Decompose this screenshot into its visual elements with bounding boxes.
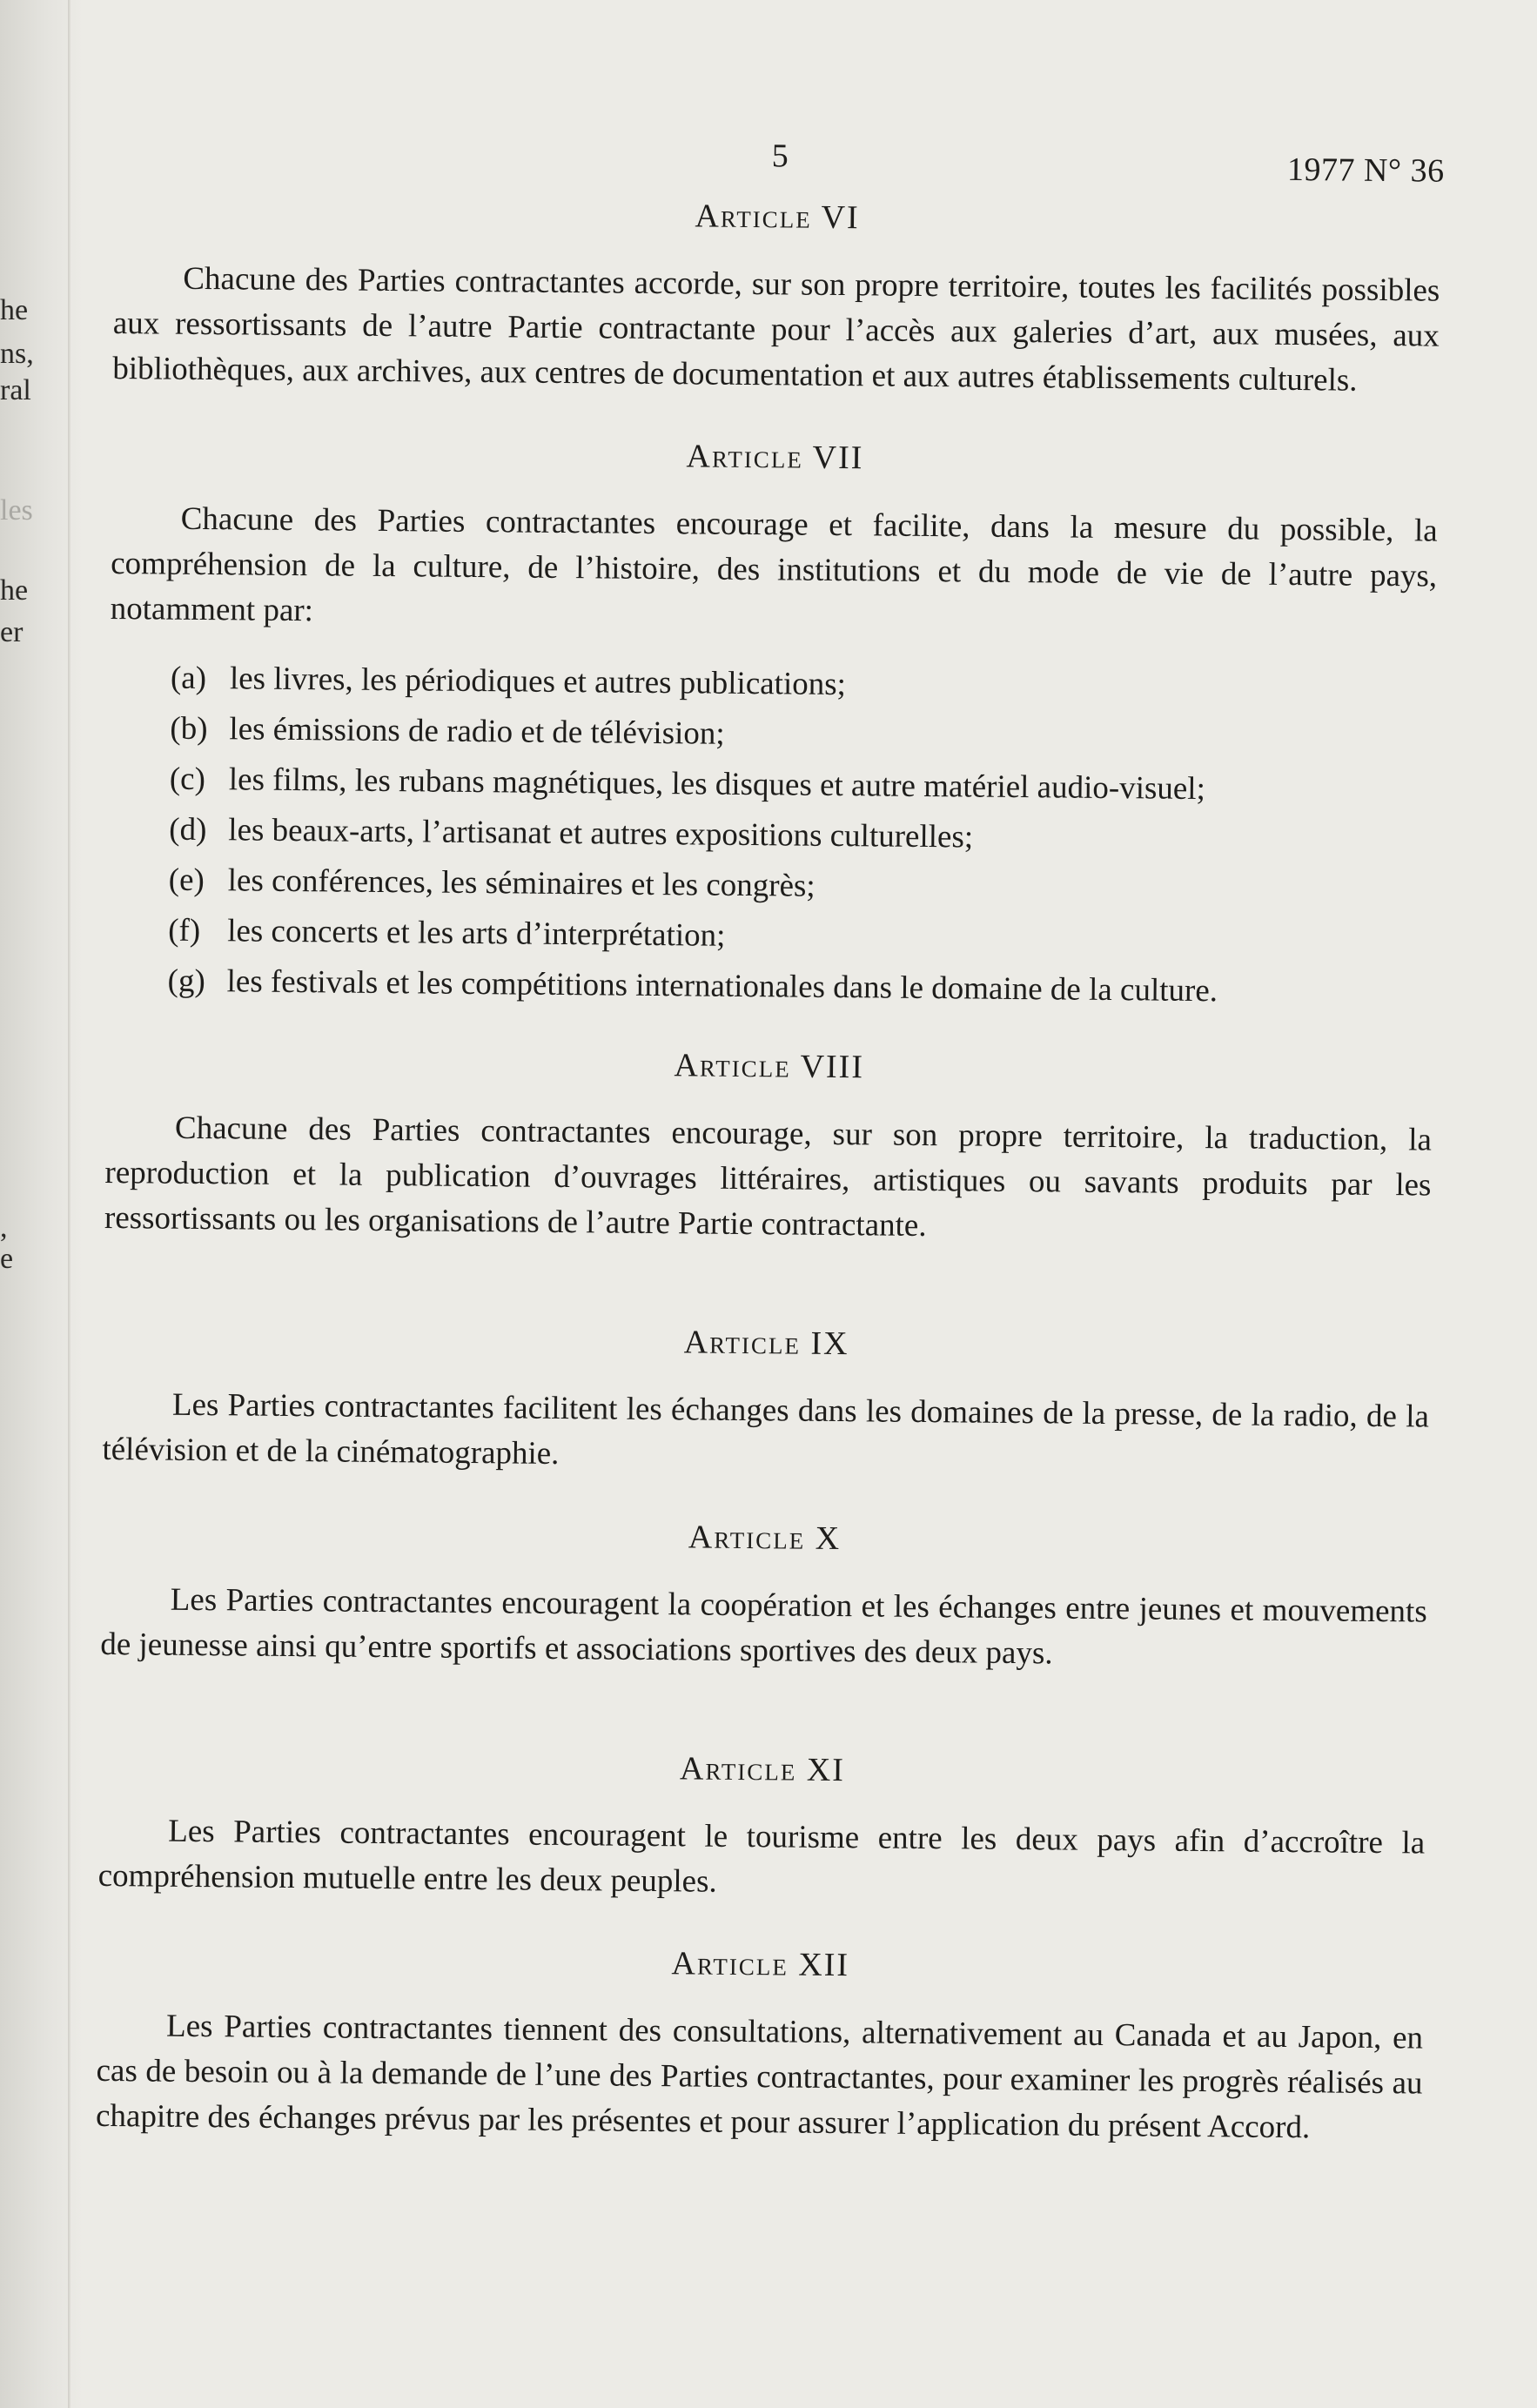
edge-text-fragment: les: [0, 494, 33, 527]
list-marker: (f): [167, 912, 201, 949]
article-heading: Article X: [688, 1519, 842, 1558]
edge-text-fragment: he: [0, 574, 29, 607]
list-marker: (a): [170, 660, 207, 697]
edge-text-fragment: ns,: [0, 338, 34, 370]
article-paragraph: Chacune des Parties contractantes accorde, sur son propre territoire, toutes les facilités possibles aux ressortissants de l’autre Partie contractante pour l’accès aux galeries d’art, aux musées, aux bibliothèques, aux archives, aux centres de documentation et aux autres établissements culturels.: [112, 260, 1440, 399]
list-marker: (e): [168, 862, 205, 899]
article-heading: Article VI: [695, 198, 860, 237]
article-paragraph: Chacune des Parties contractantes encourage et facilite, dans la mesure du possible, la compréhension de la culture, de l’histoire, des institutions et du mode de vie de l’autre pays, notamment par:: [110, 500, 1438, 629]
edge-text-fragment: he: [0, 294, 29, 326]
article-heading: Article XII: [671, 1945, 850, 1984]
page-number: 5: [771, 138, 789, 175]
article-paragraph: Chacune des Parties contractantes encourage, sur son propre territoire, la traduction, la reproduction et la publication d’ouvrages littéraires, artistiques ou savants produits par les ressortissants ou les organisations de l’autre Partie contractante.: [104, 1110, 1433, 1244]
article-paragraph: Les Parties contractantes facilitent les échanges dans les domaines de la presse, de la radio, de la télévision et de la cinématographie.: [102, 1386, 1430, 1472]
article-paragraph: Les Parties contractantes encouragent le tourisme entre les deux pays afin d’accroître la compréhension mutuelle entre les deux peuples.: [97, 1813, 1426, 1900]
article-paragraph: Les Parties contractantes tiennent des consultations, alternativement au Canada et au Japon, en cas de besoin ou à la demande de l’une des Parties contractantes, pour examiner les progrès réalisés au chapitre des échanges prévus par les présentes et pour assurer l’application du présent Accord.: [95, 2008, 1424, 2146]
article-heading: Article IX: [683, 1324, 849, 1363]
list-item-text: les concerts et les arts d’interprétation;: [226, 913, 726, 954]
list-marker: (b): [170, 710, 208, 748]
edge-text-fragment: er: [0, 616, 23, 648]
page-content: [95, 131, 1445, 2192]
article-heading: Article XI: [679, 1750, 846, 1789]
issue-reference: 1977 N° 36: [1286, 151, 1445, 190]
list-item-text: les émissions de radio et de télévision;: [229, 711, 725, 752]
list-item-text: les films, les rubans magnétiques, les disques et autre matériel audio-visuel;: [228, 761, 1206, 808]
article-heading: Article VII: [686, 438, 864, 477]
list-item-text: les festivals et les compétitions internationales dans le domaine de la culture.: [226, 963, 1218, 1009]
edge-text-fragment: ,: [0, 1211, 8, 1244]
list-marker: (d): [169, 811, 207, 849]
list-item-text: les conférences, les séminaires et les congrès;: [227, 862, 815, 904]
page-header: [114, 131, 1445, 205]
page-gutter: [68, 0, 70, 2408]
list-marker: (c): [169, 761, 206, 798]
article-heading: Article VIII: [674, 1047, 865, 1086]
enumerated-list: [106, 653, 1436, 1019]
article-paragraph: Les Parties contractantes encouragent la coopération et les échanges entre jeunes et mouvements de jeunesse ainsi qu’entre sportifs et associations sportives des deux pays.: [100, 1581, 1427, 1672]
edge-text-fragment: ral: [0, 374, 31, 406]
edge-text-fragment: e: [0, 1243, 14, 1275]
list-item-text: les beaux-arts, l’artisanat et autres expositions culturelles;: [228, 812, 974, 855]
list-marker: (g): [167, 963, 205, 1000]
list-item-text: les livres, les périodiques et autres publications;: [229, 661, 847, 703]
